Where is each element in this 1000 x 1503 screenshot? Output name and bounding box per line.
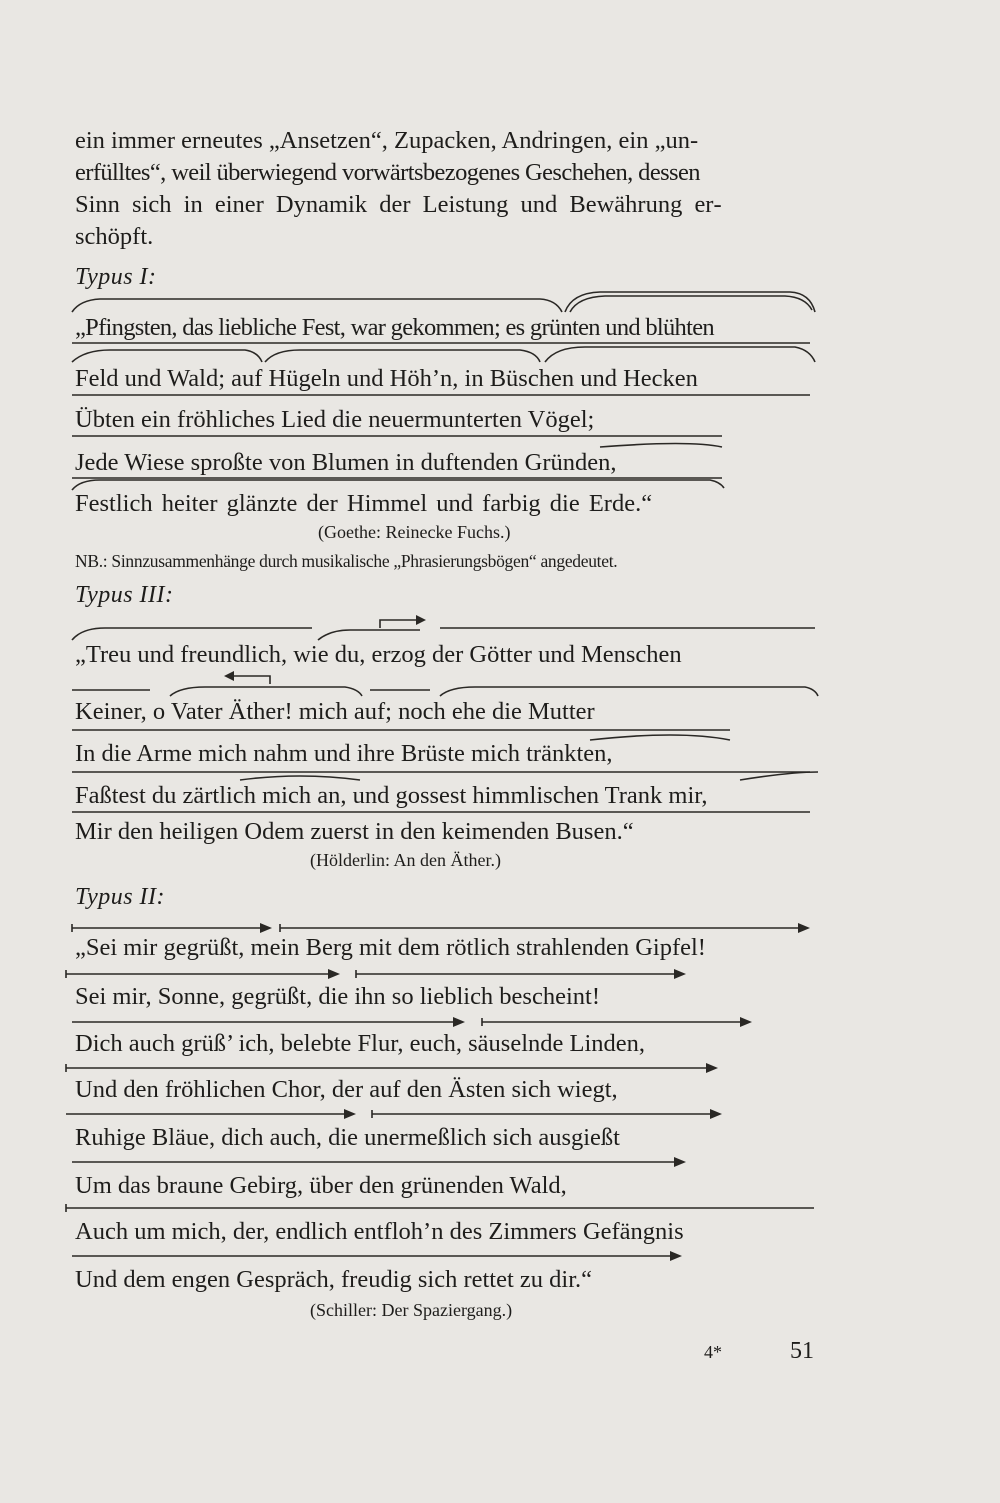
arrow-head — [344, 1109, 356, 1119]
typus-3-verse-5: Mir den heiligen Odem zuerst in den keimenden Busen.“ — [75, 818, 634, 845]
typus-2-verse-8: Und dem engen Gespräch, freudig sich rettet zu dir.“ — [75, 1266, 593, 1293]
typus-2-verse-3: Dich auch grüß’ ich, belebte Flur, euch, säuselnde Linden, — [75, 1030, 646, 1057]
arrow-head — [453, 1017, 465, 1027]
typus-2-verse-6: Um das braune Gebirg, über den grünenden Wald, — [75, 1172, 567, 1199]
arrow-head — [224, 671, 234, 681]
typus-1-verse-5: Festlich heiter glänzte der Himmel und farbig die Erde.“ — [75, 490, 653, 517]
arrow-head — [328, 969, 340, 979]
phrase-arc — [240, 776, 360, 780]
typus-3-heading: Typus III: — [75, 582, 174, 608]
arrow-head — [740, 1017, 752, 1027]
arrow-head — [674, 969, 686, 979]
typus-2-verse-4: Und den fröhlichen Chor, der auf den Ästen sich wiegt, — [75, 1076, 618, 1103]
phrase-arc — [72, 299, 562, 312]
typus-1-note: NB.: Sinnzusammenhänge durch musikalische „Phrasierungsbögen“ angedeutet. — [75, 551, 618, 571]
arrow-head — [670, 1251, 682, 1261]
phrase-arc — [545, 347, 815, 362]
typus-2-verse-1: „Sei mir gegrüßt, mein Berg mit dem rötlich strahlenden Gipfel! — [75, 934, 706, 961]
enjambment-arrow — [232, 676, 270, 684]
phrase-arc — [72, 350, 262, 362]
phrase-arc — [565, 292, 815, 312]
intro-line-3: Sinn sich in einer Dynamik der Leistung und Bewährung er‑ — [75, 191, 722, 218]
phrase-arc — [570, 296, 812, 312]
typus-3-verse-1: „Treu und freundlich, wie du, erzog der Götter und Menschen — [75, 641, 682, 668]
typus-2-verse-7: Auch um mich, der, endlich entfloh’n des Zimmers Gefängnis — [75, 1218, 684, 1245]
arrow-head — [674, 1157, 686, 1167]
typus-1-heading: Typus I: — [75, 264, 157, 290]
phrase-arc — [740, 772, 818, 780]
phrase-arc — [72, 628, 312, 640]
arrow-head — [710, 1109, 722, 1119]
arrow-head — [798, 923, 810, 933]
phrase-arc — [72, 480, 724, 490]
phrase-arc — [440, 687, 818, 696]
intro-line-1: ein immer erneutes „Ansetzen“, Zupacken, Andringen, ein „un‑ — [75, 127, 699, 154]
phrase-arc — [170, 687, 362, 696]
enjambment-arrow — [380, 620, 418, 628]
typus-2-verse-5: Ruhige Bläue, dich auch, die unermeßlich sich ausgießt — [75, 1124, 620, 1151]
signature-mark: 4* — [704, 1342, 722, 1362]
typus-3-verse-2: Keiner, o Vater Äther! mich auf; noch ehe die Mutter — [75, 698, 595, 725]
typus-1-source: (Goethe: Reinecke Fuchs.) — [318, 522, 511, 542]
typus-2-heading: Typus II: — [75, 884, 166, 910]
phrase-arc — [600, 444, 722, 448]
intro-line-2: erfülltes“, weil überwiegend vorwärtsbezogenes Geschehen, dessen — [75, 159, 700, 186]
phrase-arc — [265, 350, 540, 362]
arrow-head — [706, 1063, 718, 1073]
page-number: 51 — [790, 1338, 814, 1364]
typus-3-verse-4: Faßtest du zärtlich mich an, und gossest himmlischen Trank mir, — [75, 782, 708, 809]
typus-3-source: (Hölderlin: An den Äther.) — [310, 850, 501, 870]
typus-3-verse-3: In die Arme mich nahm und ihre Brüste mich tränkten, — [75, 740, 613, 767]
typus-1-verse-2: Feld und Wald; auf Hügeln und Höh’n, in Büschen und Hecken — [75, 365, 698, 392]
typus-1-verse-1: „Pfingsten, das liebliche Fest, war gekommen; es grünten und blühten — [75, 314, 714, 341]
arrow-head — [416, 615, 426, 625]
typus-2-source: (Schiller: Der Spaziergang.) — [310, 1300, 513, 1320]
intro-line-4: schöpft. — [75, 223, 154, 250]
typus-1-verse-3: Übten ein fröhliches Lied die neuermunterten Vögel; — [75, 406, 595, 433]
typus-1-verse-4: Jede Wiese sproßte von Blumen in duftenden Gründen, — [75, 449, 617, 476]
typus-2-verse-2: Sei mir, Sonne, gegrüßt, die ihn so lieblich bescheint! — [75, 983, 600, 1010]
phrase-arc — [318, 630, 420, 640]
arrow-head — [260, 923, 272, 933]
